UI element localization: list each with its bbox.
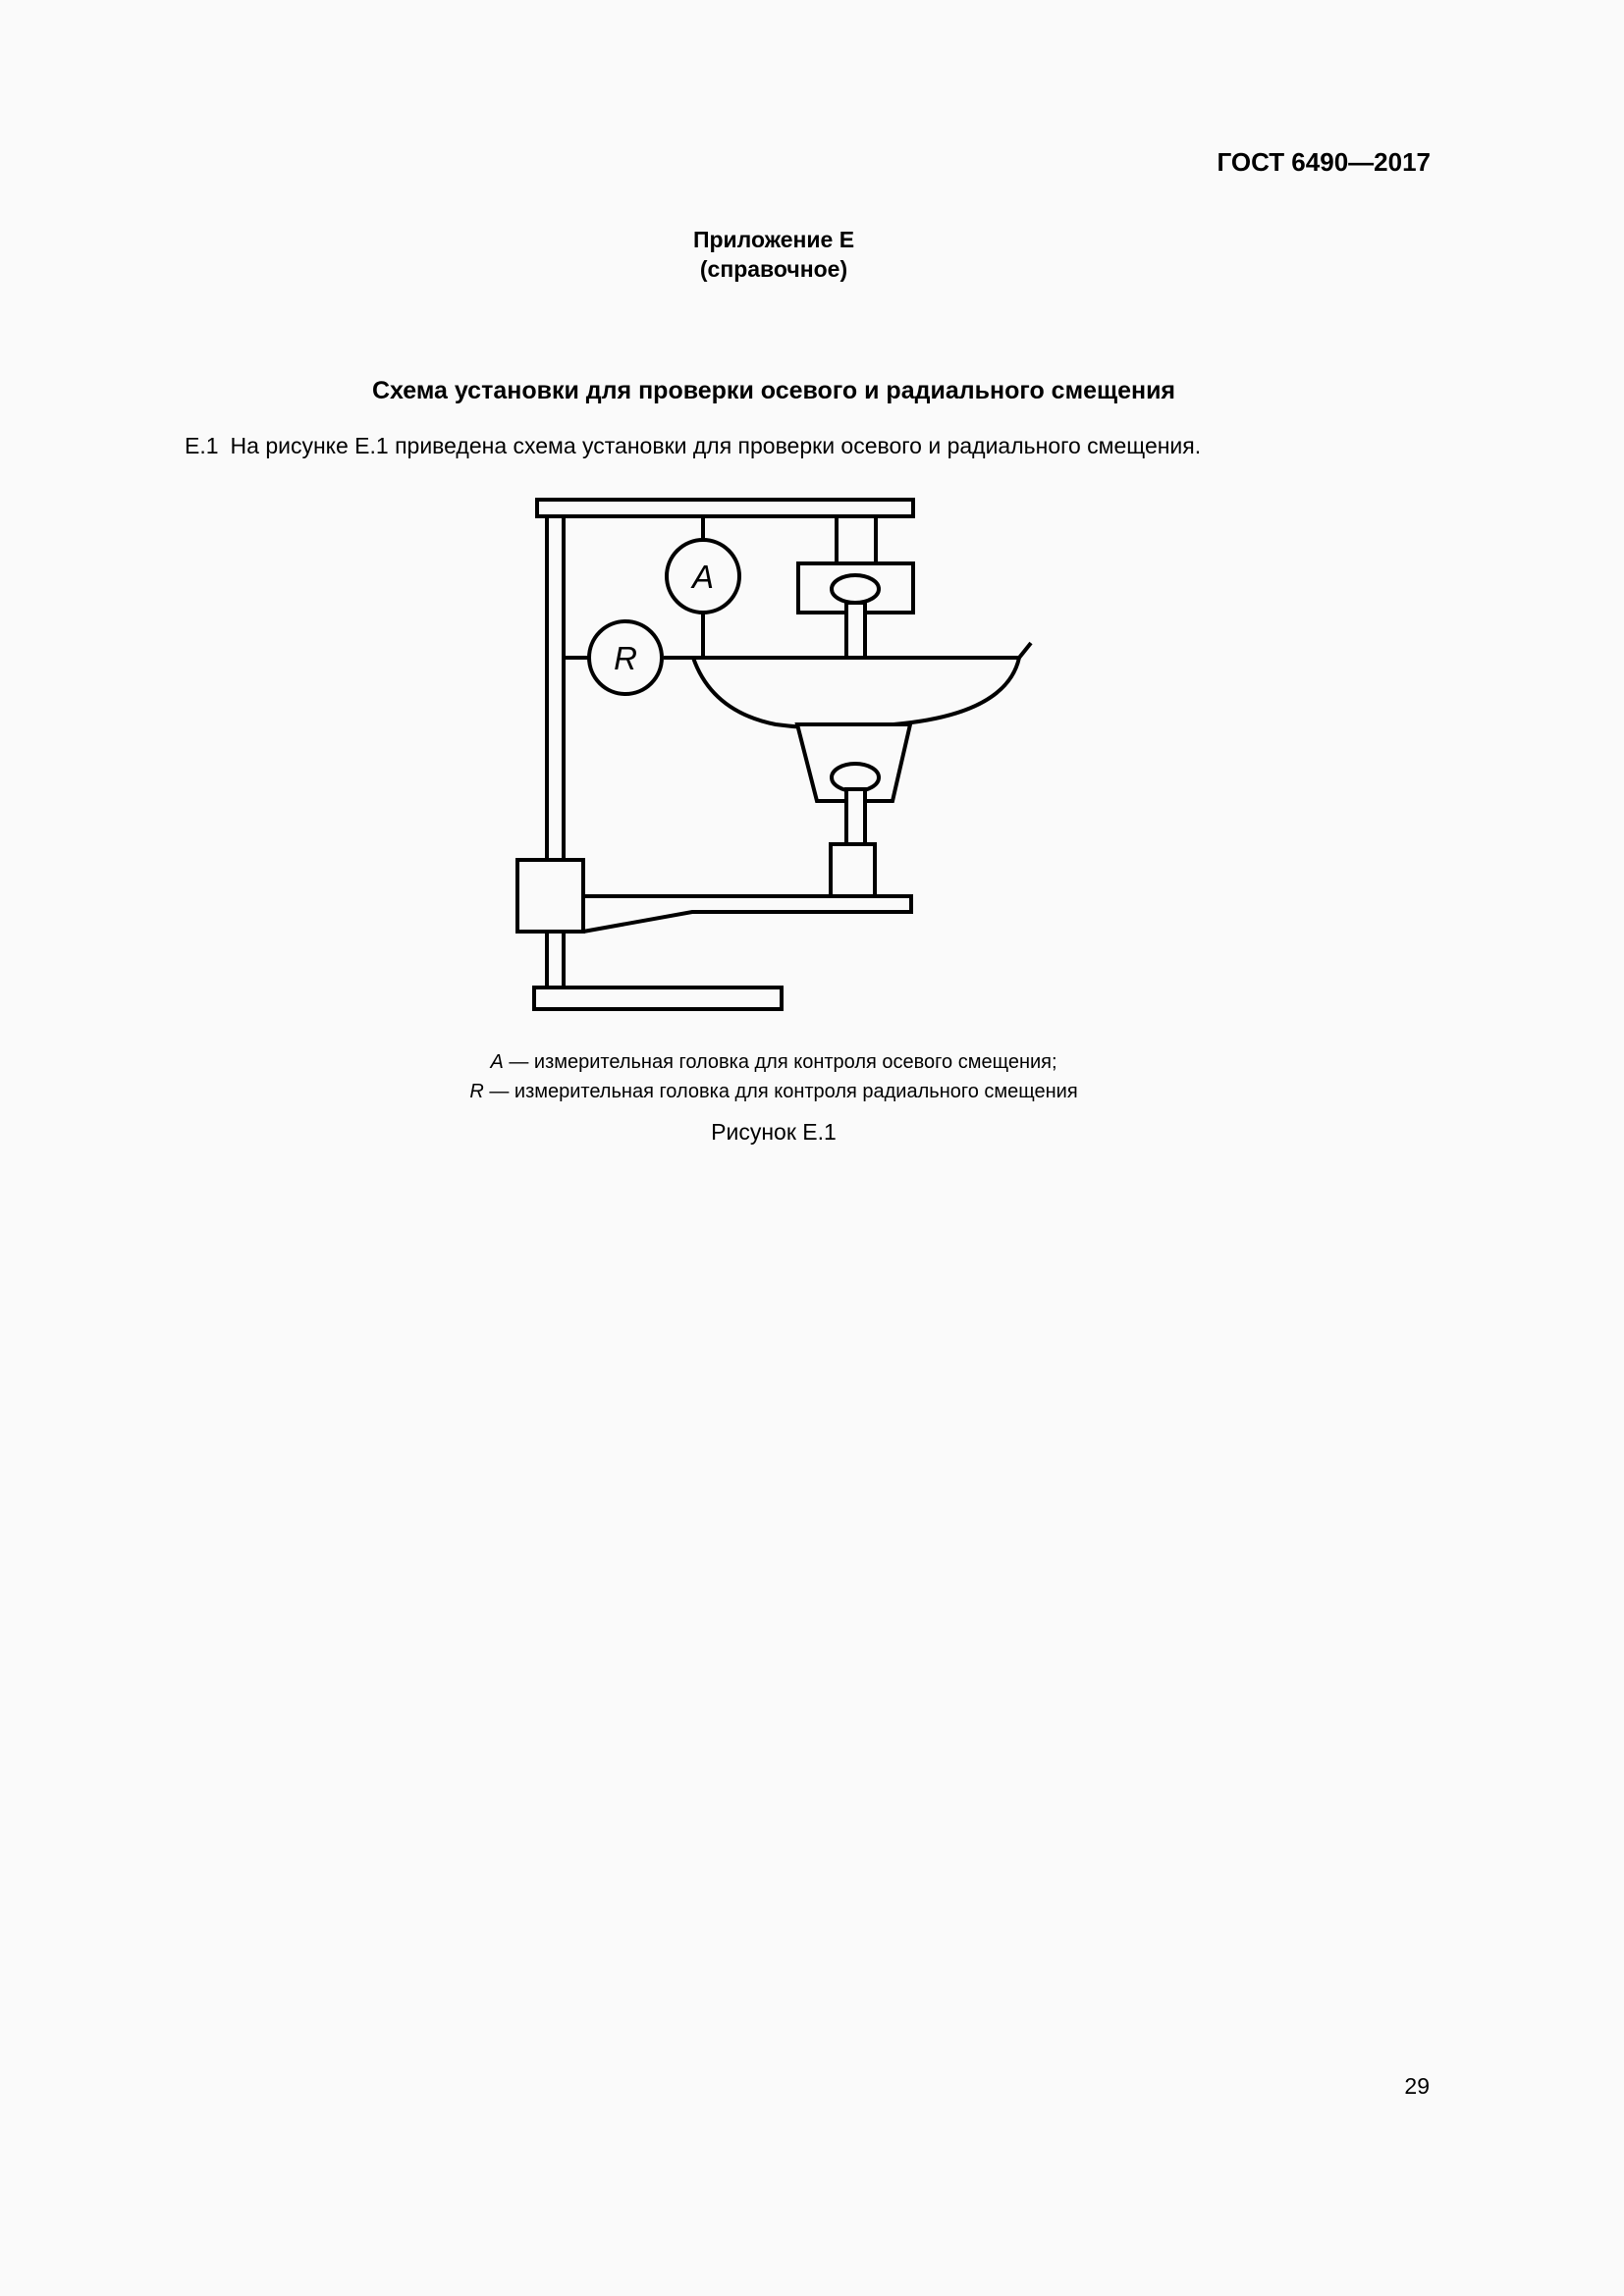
intro-paragraph (185, 433, 1201, 459)
upper-ball (832, 575, 879, 603)
legend-symbol-a: A (490, 1051, 504, 1073)
lower-support (831, 844, 875, 896)
base-bar (534, 988, 782, 1009)
gauge-r-label: R (614, 640, 637, 676)
upper-shaft (846, 603, 865, 658)
legend-item-r (0, 1077, 1547, 1106)
clause-text: На рисунке Е.1 приведена схема установки для проверки осевого и радиального смещения. (230, 433, 1202, 458)
gauge-a-label: A (691, 559, 715, 595)
document-code: ГОСТ 6490—2017 (1217, 147, 1431, 177)
lower-ball (832, 764, 879, 791)
figure-caption: Рисунок Е.1 (711, 1119, 837, 1145)
appendix-heading (0, 225, 1547, 284)
top-bar (537, 500, 913, 516)
lower-arm (583, 896, 911, 932)
clamp-block (517, 860, 583, 932)
legend-text-r: — измерительная головка для контроля радиального смещения (489, 1081, 1078, 1102)
legend-symbol-r: R (469, 1081, 484, 1102)
clause-number: Е.1 (185, 433, 219, 458)
test-rig-diagram (511, 491, 1060, 1021)
figure-legend (0, 1047, 1547, 1106)
upper-spindle-stem (837, 516, 876, 563)
lower-shaft (846, 789, 865, 844)
page-number: 29 (1404, 2073, 1430, 2099)
bowl-lip (1019, 643, 1031, 658)
legend-text-a: — измерительная головка для контроля осевого смещения; (509, 1051, 1057, 1073)
appendix-title: Приложение Е (692, 227, 855, 252)
bowl (693, 658, 1019, 728)
appendix-subtitle: (справочное) (699, 256, 848, 282)
section-title: Схема установки для проверки осевого и радиального смещения (371, 377, 1176, 404)
legend-item-a (0, 1047, 1547, 1077)
